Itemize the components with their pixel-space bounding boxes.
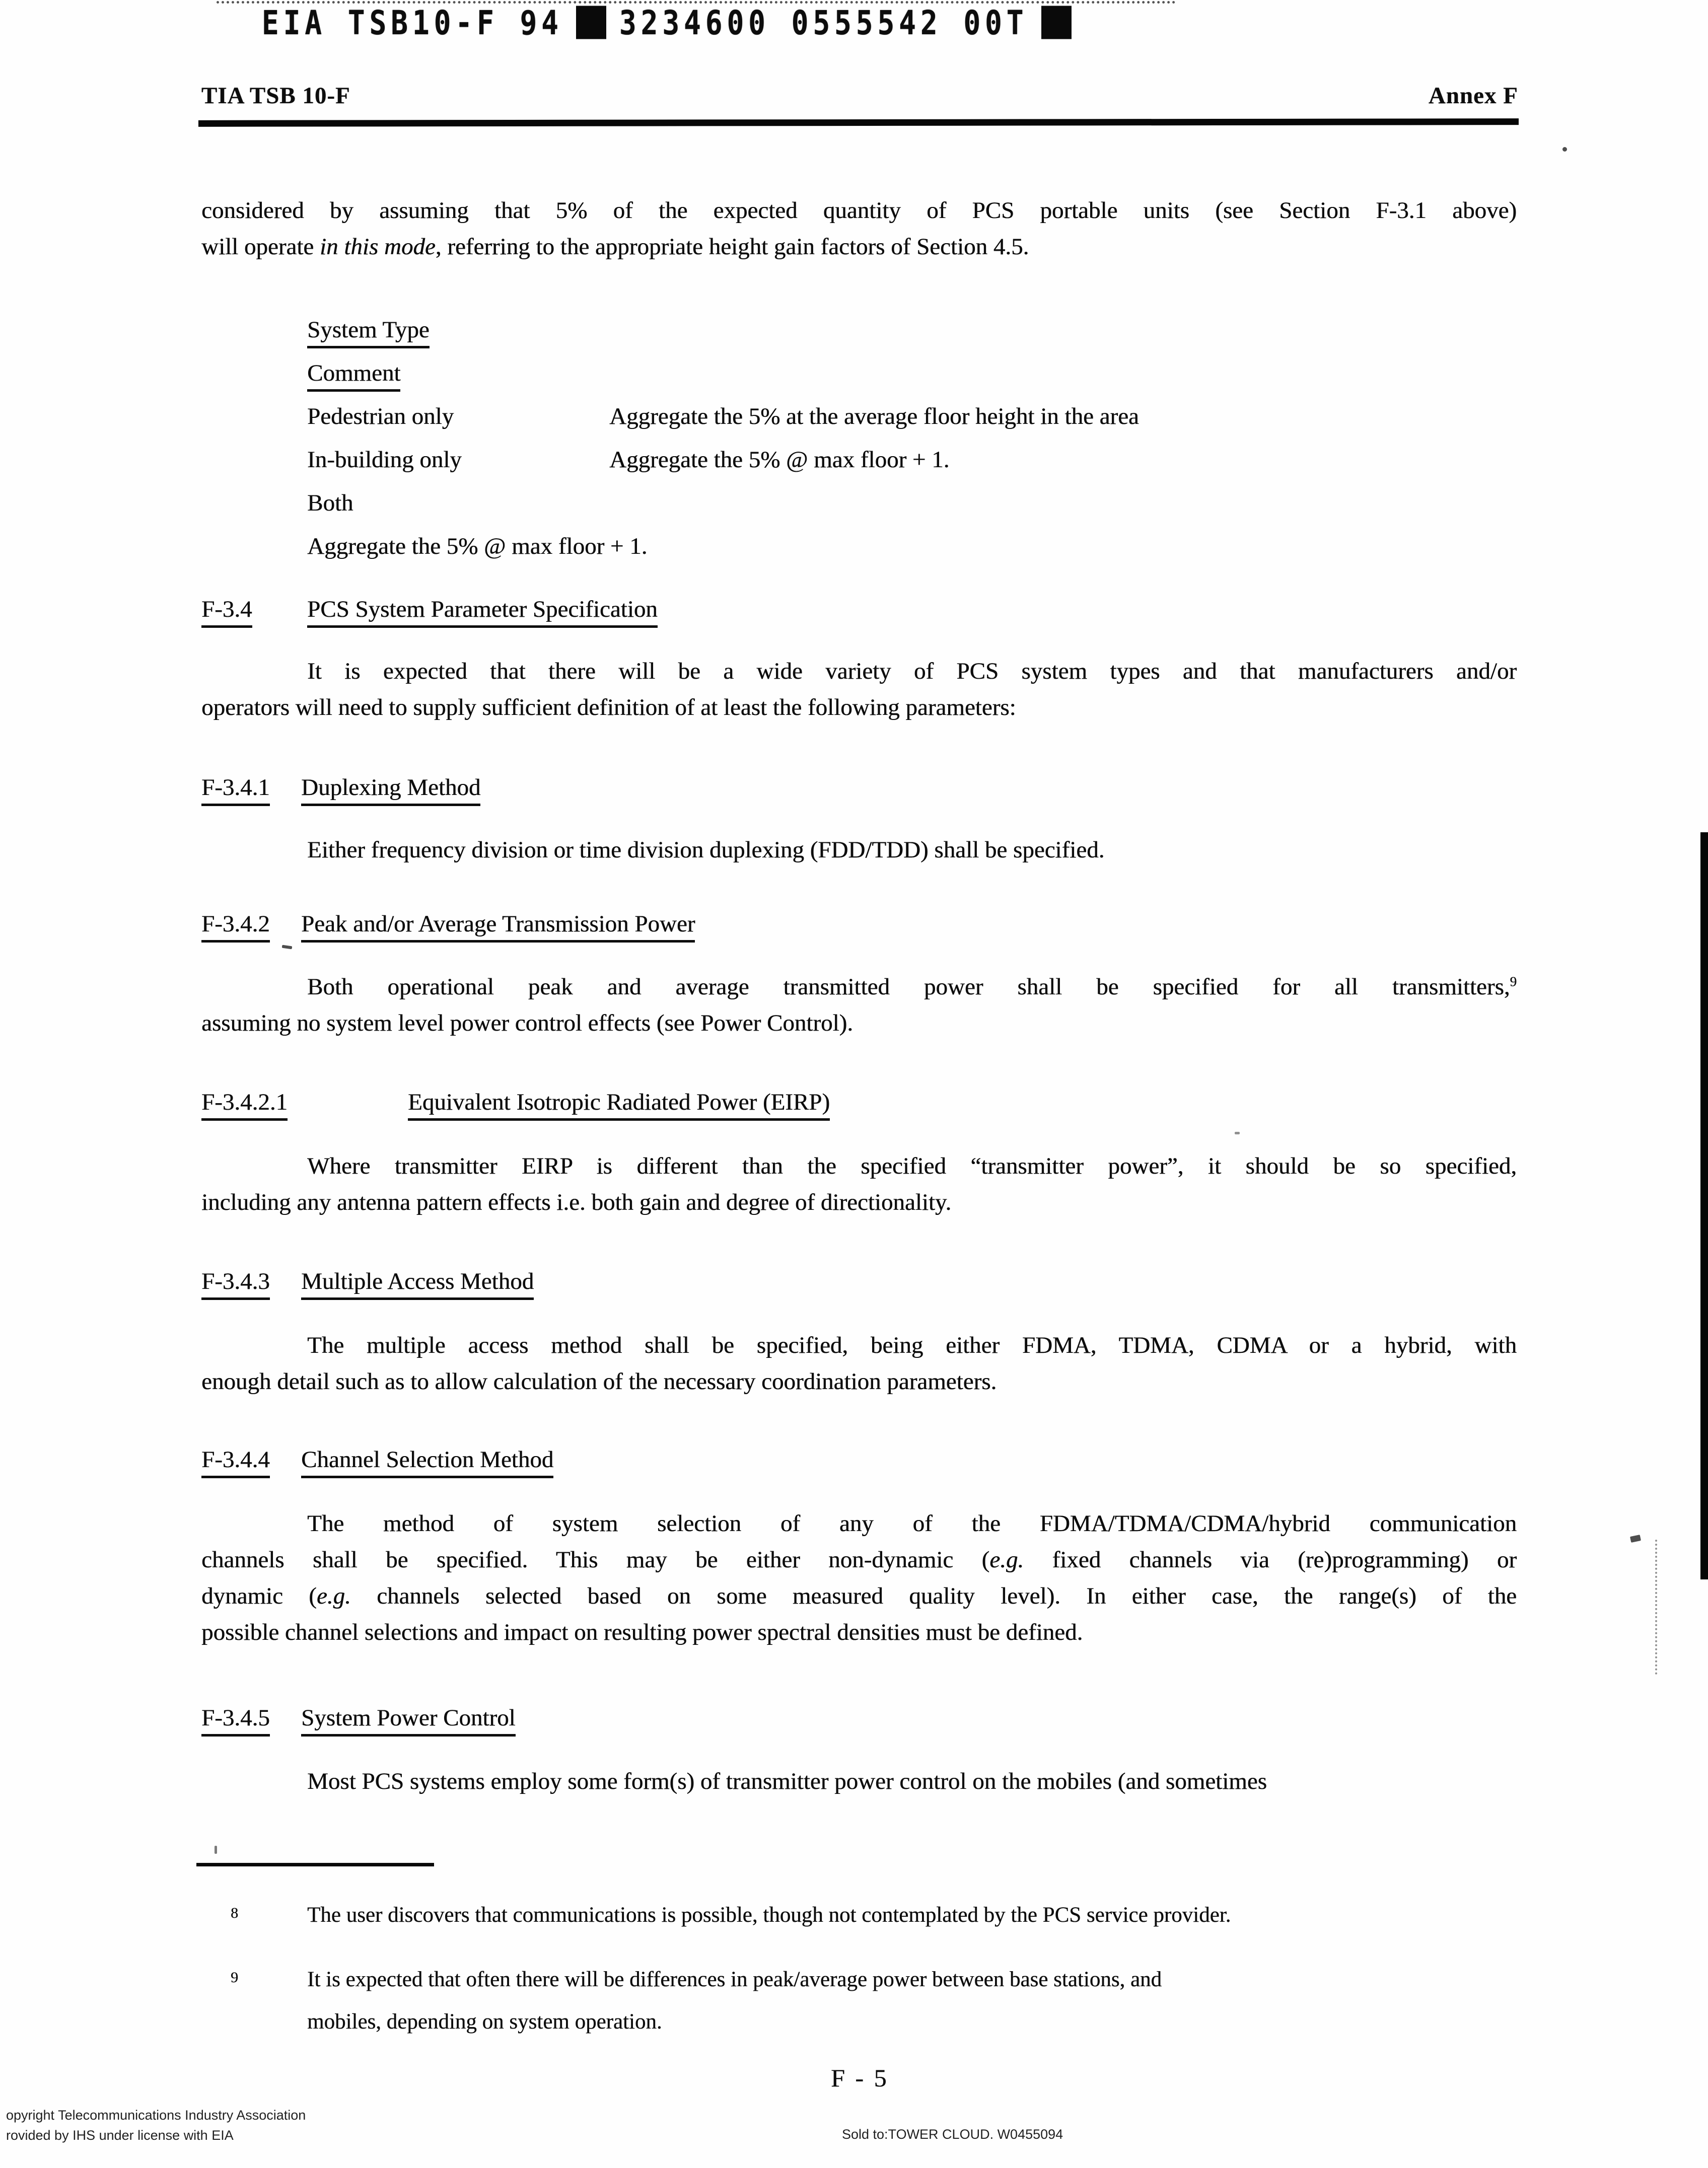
- section-heading-f-3-4-4: [201, 1446, 1517, 1473]
- barcode-block-icon: [1041, 6, 1072, 39]
- section-title: Peak and/or Average Transmission Power: [301, 911, 695, 943]
- body-line: channels shall be specified. This may be either non-dynamic (e.g. fixed channels via (re)programming) or: [201, 1547, 1517, 1573]
- footnote-item: [201, 1959, 1517, 2043]
- section-heading-f-3-4-2: [201, 910, 1517, 937]
- section-title: System Power Control: [301, 1705, 516, 1737]
- ocr-banner: [262, 4, 1085, 43]
- table-row: [307, 395, 1622, 438]
- footer-copyright-line-1: opyright Telecommunications Industry Association: [6, 2108, 306, 2123]
- ocr-banner-doc-code: EIA TSB10-F 94: [262, 4, 563, 43]
- header-annex-label: Annex F: [1428, 83, 1518, 109]
- section-number: F-3.4.2: [201, 910, 301, 937]
- section-title: PCS System Parameter Specification: [307, 596, 658, 628]
- section-heading-f-3-4-1: [201, 774, 1517, 801]
- barcode-block-icon: [576, 6, 606, 39]
- paragraph-intro: [201, 192, 1517, 265]
- comment-cell: [609, 481, 1622, 525]
- footer-copyright-line-2: rovided by IHS under license with EIA: [6, 2128, 234, 2143]
- body-line: The multiple access method shall be specified, being either FDMA, TDMA, CDMA or a hybrid, with: [307, 1332, 1517, 1358]
- body-line: including any antenna pattern effects i.e. both gain and degree of directionality.: [201, 1189, 952, 1215]
- body-line: Both operational peak and average transmitted power shall be specified for all transmitters,$^9$: [307, 974, 1517, 1000]
- body-line: assuming no system level power control effects (see Power Control).: [201, 1010, 853, 1036]
- scan-speck-artifact: [282, 945, 293, 950]
- section-title: Channel Selection Method: [301, 1447, 553, 1478]
- body-line: operators will need to supply sufficient definition of at least the following parameters:: [201, 694, 1016, 720]
- body-line: considered by assuming that 5% of the expected quantity of PCS portable units (see Section F-3.1 above): [201, 197, 1517, 224]
- page-number: F - 5: [831, 2064, 889, 2092]
- paragraph: [201, 653, 1517, 726]
- section-title: Equivalent Isotropic Radiated Power (EIRP): [408, 1089, 830, 1121]
- system-type-cell: Pedestrian only: [307, 403, 454, 429]
- scan-speck-artifact: [1562, 147, 1567, 152]
- paragraph: [201, 1763, 1517, 1799]
- section-number: F-3.4.5: [201, 1704, 301, 1731]
- body-line: Most PCS systems employ some form(s) of transmitter power control on the mobiles (and sometimes: [307, 1768, 1267, 1794]
- scan-speck-artifact: [1630, 1535, 1641, 1543]
- body-line: It is expected that there will be a wide variety of PCS system types and that manufacturers and/or: [307, 658, 1517, 684]
- footnote-number: 8: [231, 1905, 238, 1921]
- footnote-number: 9: [231, 1969, 238, 1986]
- body-line: enough detail such as to allow calculation of the necessary coordination parameters.: [201, 1368, 997, 1395]
- table-row: [307, 438, 1622, 481]
- body-line: Either frequency division or time division duplexing (FDD/TDD) shall be specified.: [307, 837, 1105, 863]
- system-type-table: [201, 308, 1622, 568]
- body-line: Where transmitter EIRP is different than the specified “transmitter power”, it should be so specified,: [307, 1153, 1517, 1179]
- scan-top-dotted-line: [217, 1, 1176, 4]
- scan-edge-bar-artifact: [1700, 832, 1708, 1579]
- scan-dotted-line-artifact: [1655, 1540, 1657, 1675]
- paragraph: [201, 832, 1517, 868]
- comment-cell: Aggregate the 5% @ max floor + 1.: [609, 447, 950, 473]
- header-doc-id: TIA TSB 10-F: [201, 83, 350, 109]
- table-overflow-line: Aggregate the 5% @ max floor + 1.: [307, 533, 648, 559]
- header-rule: [198, 118, 1519, 127]
- system-type-cell: Both: [307, 490, 353, 516]
- body-line: The method of system selection of any of the FDMA/TDMA/CDMA/hybrid communication: [307, 1510, 1517, 1537]
- footnote-text: mobiles, depending on system operation.: [307, 2010, 662, 2034]
- section-heading-f-3-4: [201, 596, 1517, 623]
- footnote-separator-rule: [196, 1863, 434, 1866]
- section-number: F-3.4.1: [201, 774, 301, 801]
- scan-speck-artifact: [1235, 1132, 1240, 1134]
- system-type-cell: In-building only: [307, 447, 462, 473]
- section-heading-f-3-4-5: [201, 1704, 1517, 1731]
- body-line: possible channel selections and impact on resulting power spectral densities must be defined.: [201, 1619, 1083, 1645]
- system-table-header-comment: Comment: [307, 351, 1622, 395]
- footnote-item: [201, 1894, 1517, 1936]
- ocr-banner-serial: 3234600 0555542 00T: [619, 4, 1028, 43]
- footnote-text: It is expected that often there will be differences in peak/average power between base stations, and: [307, 1968, 1162, 1991]
- table-row: [307, 481, 1622, 525]
- paragraph: [201, 1148, 1517, 1220]
- section-heading-f-3-4-3: [201, 1268, 1517, 1295]
- section-number: F-3.4.2.1: [201, 1089, 408, 1116]
- footnote-text: The user discovers that communications is possible, though not contemplated by the PCS service provider.: [307, 1903, 1231, 1927]
- footer-sold-to-line: Sold to:TOWER CLOUD. W0455094: [842, 2127, 1063, 2142]
- section-number: F-3.4.3: [201, 1268, 301, 1295]
- comment-cell: Aggregate the 5% at the average floor height in the area: [609, 403, 1139, 429]
- section-heading-f-3-4-2-1: [201, 1089, 1517, 1116]
- section-number: F-3.4.4: [201, 1446, 301, 1473]
- system-table-header-type: System Type: [307, 308, 1622, 351]
- scan-speck-artifact: [215, 1846, 217, 1854]
- section-title: Duplexing Method: [301, 774, 480, 806]
- paragraph: [201, 1327, 1517, 1400]
- paragraph: [201, 1505, 1517, 1650]
- section-number: F-3.4: [201, 596, 307, 623]
- section-title: Multiple Access Method: [301, 1268, 534, 1300]
- body-line: will operate in this mode, referring to the appropriate height gain factors of Section 4.5.: [201, 234, 1029, 260]
- body-line: dynamic (e.g. channels selected based on some measured quality level). In either case, the range(s) of the: [201, 1583, 1517, 1609]
- paragraph: [201, 969, 1517, 1041]
